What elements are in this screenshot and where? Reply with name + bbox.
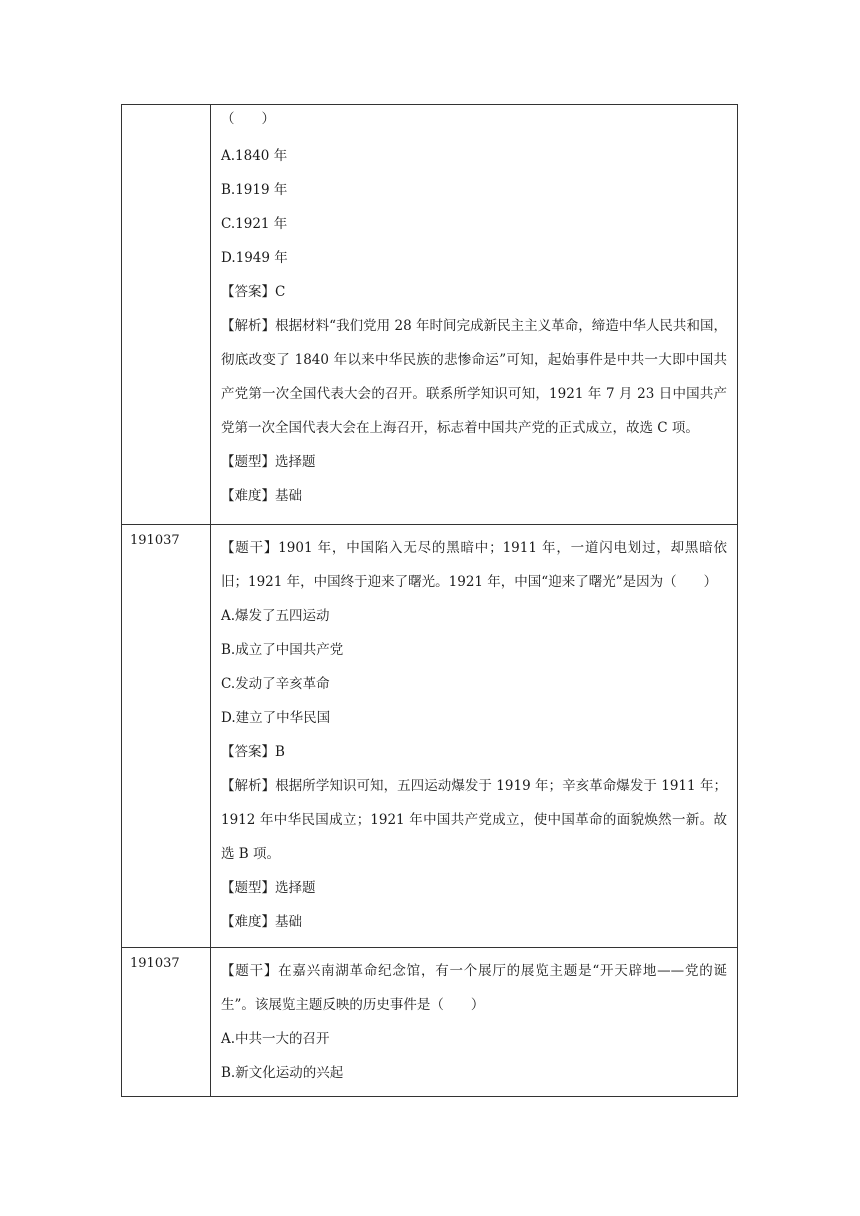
type-tag: 【题型】: [221, 880, 275, 896]
stem-text: 1901 年，中国陷入无尽的黑暗中；1911 年，一道闪电划过，却黑暗依旧；1921 年，中国终于迎来了曙光。1921 年，中国“迎来了曙光”是因为（ ）: [221, 540, 728, 590]
option-d: D.建立了中华民国: [221, 710, 331, 726]
option-b: B.1919 年: [221, 182, 288, 198]
question-id: 191037: [122, 948, 211, 1097]
table-row: [122, 105, 738, 525]
question-content: [211, 105, 738, 525]
table-row: [122, 525, 738, 948]
option-b: B.成立了中国共产党: [221, 642, 344, 658]
analysis-tag: 【解析】: [221, 778, 276, 794]
stem-tag: 【题干】: [221, 963, 279, 979]
analysis-line: [221, 769, 727, 871]
analysis-text: 根据材料“我们党用 28 年时间完成新民主主义革命，缔造中华人民共和国，彻底改变了 1840 年以来中华民族的悲惨命运”可知，起始事件是中共一大即中国共产党第一次全国代表大会的召开。联系所学知识可知，1921 年 7 月 23 日中国共产党第一次全国代表大会在上海召开，标志着中国共产党的正式成立，故选 C 项。: [221, 318, 727, 436]
answer-tag: 【答案】: [221, 744, 275, 760]
difficulty-line: [221, 905, 727, 939]
option-a: A.中共一大的召开: [221, 1031, 330, 1047]
option-d: D.1949 年: [221, 250, 288, 266]
question-table: [121, 104, 738, 1097]
type-value: 选择题: [275, 454, 316, 470]
difficulty-tag: 【难度】: [221, 914, 275, 930]
difficulty-tag: 【难度】: [221, 488, 275, 504]
option-a: A.爆发了五四运动: [221, 608, 330, 624]
difficulty-line: [221, 479, 727, 513]
table-row: [122, 948, 738, 1097]
option-a: A.1840 年: [221, 148, 288, 164]
analysis-text: 根据所学知识可知，五四运动爆发于 1919 年；辛亥革命爆发于 1911 年；1912 年中华民国成立；1921 年中国共产党成立，使中国革命的面貌焕然一新。故选 B 项。: [221, 778, 728, 862]
stem-text: 在嘉兴南湖革命纪念馆，有一个展厅的展览主题是“开天辟地——党的诞生”。该展览主题反映的历史事件是（ ）: [221, 963, 728, 1013]
type-value: 选择题: [275, 880, 316, 896]
answer-value: B: [275, 744, 285, 760]
stem-line: [221, 954, 727, 1022]
answer-line: [221, 275, 727, 309]
option-c: C.发动了辛亥革命: [221, 676, 330, 692]
difficulty-value: 基础: [275, 914, 302, 930]
question-content: [211, 525, 738, 948]
analysis-line: [221, 309, 727, 445]
type-line: [221, 871, 727, 905]
answer-value: C: [275, 284, 286, 300]
option-b: B.新文化运动的兴起: [221, 1065, 344, 1081]
question-id: [122, 105, 211, 525]
difficulty-value: 基础: [275, 488, 302, 504]
answer-tag: 【答案】: [221, 284, 275, 300]
stem-tag: 【题干】: [221, 540, 279, 556]
type-line: [221, 445, 727, 479]
stem-line: [221, 531, 727, 599]
stem-tail: （ ）: [221, 111, 275, 127]
type-tag: 【题型】: [221, 454, 275, 470]
option-c: C.1921 年: [221, 216, 288, 232]
answer-line: [221, 735, 727, 769]
question-id: 191037: [122, 525, 211, 948]
question-content: [211, 948, 738, 1097]
analysis-tag: 【解析】: [221, 318, 276, 334]
